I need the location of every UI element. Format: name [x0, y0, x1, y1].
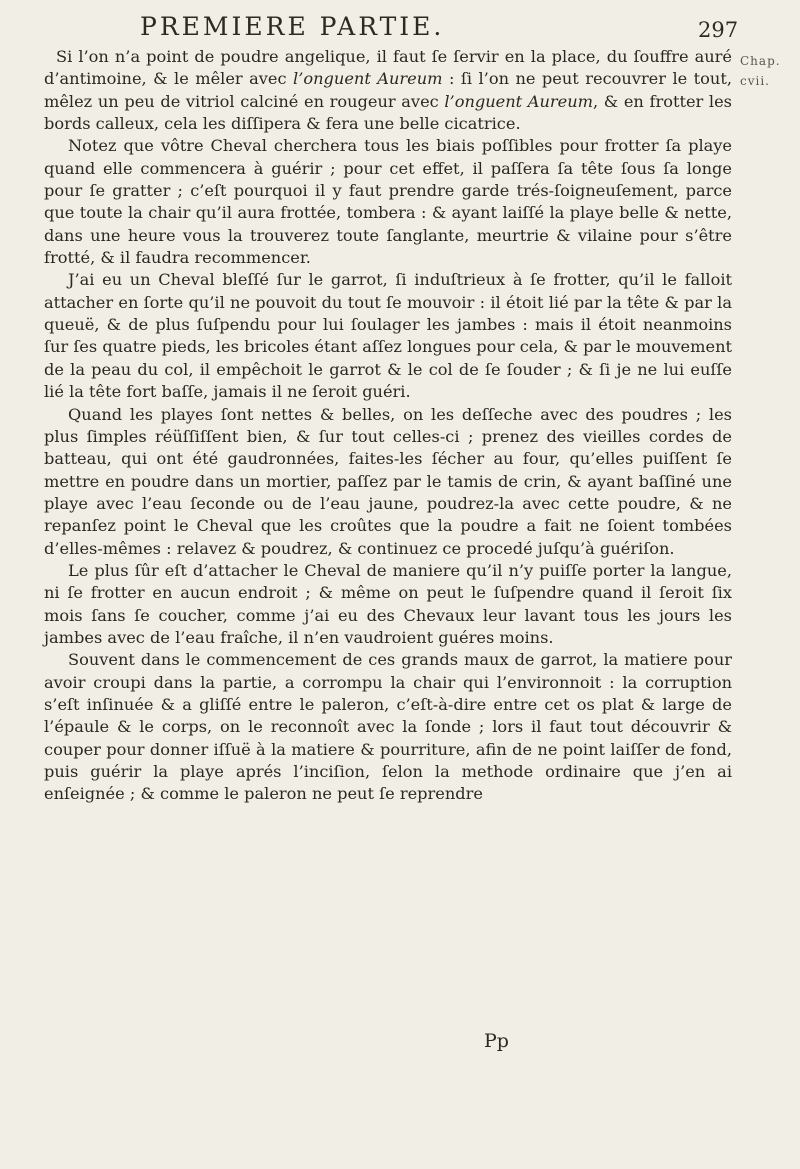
- paragraph-4: Quand les playes ſont nettes & belles, on les deſſeche avec des poudres ; les plus ſimples réüſſiſſent bien, & ſur tout celles-ci ; prenez des vieilles cordes de batteau, qui ont été gaudronnées, faites-les ſécher au four, qu’elles puiſſent ſe mettre en poudre dans un mortier, paſſez par le tamis de crin, & ayant baſſiné une playe avec l’eau ſeconde ou de l’eau jaune, poudrez-la avec cette poudre, & ne repanſez point le Cheval que les croûtes que la poudre a fait ne ſoient tombées d’elles-mêmes : relavez & poudrez, & continuez ce procedé juſqu’à guériſon.: [44, 404, 732, 558]
- paragraph-5: Le plus ſûr eſt d’attacher le Cheval de maniere qu’il n’y puiſſe porter la langue, ni ſe frotter en aucun endroit ; & même on peut le ſuſpendre quand il ſeroit ſix mois ſans ſe coucher, comme j’ai eu des Chevaux leur lavant tous les jours les jambes avec de l’eau fraîche, il n’en vaudroient guéres moins.: [44, 560, 732, 647]
- paragraph-2: Notez que vôtre Cheval cherchera tous les biais poſſibles pour frotter ſa playe quand elle commencera à guérir ; pour cet effet, il paſſera ſa tête ſous ſa longe pour ſe gratter ; c’eſt pourquoi il y faut prendre garde trés-ſoigneuſement, parce que toute la chair qu’il aura frottée, tombera : & ayant laiſſé la playe belle & nette, dans une heure vous la trouverez toute ſanglante, meurtrie & vilaine pour s’être frotté, & il faudra recommencer.: [44, 136, 732, 268]
- margin-note-number: cvii.: [740, 74, 770, 88]
- page-number: 297: [698, 18, 739, 42]
- paragraph-1: [44, 46, 732, 135]
- paragraph-1-italic-1: l’onguent Aureum: [293, 69, 443, 89]
- paragraph-1-italic-2: l’onguent Aureum: [444, 91, 594, 111]
- paragraph-6: Souvent dans le commencement de ces grands maux de garrot, la matiere pour avoir croupi dans la partie, a corrompu la chair qui l’environnoit : la corruption s’eſt inſinuée & a gliſſé entre le paleron, c’eſt-à-dire entre cet os plat & large de l’épaule & le corps, on le reconnoît avec la ſonde ; lors il faut tout découvrir & couper pour donner iſſuë à la matiere & pourriture, afin de ne point laiſſer de fond, puis guérir la playe aprés l’inciſion, ſelon la methode ordinaire que j’en ai enſeignée ; & comme le paleron ne peut ſe reprendre: [44, 650, 732, 804]
- paragraph-1-part-1: Si l’on n’a point de poudre angelique, il faut ſe ſervir en la place, du ſouffre auré d’antimoine, & le mêler avec: [44, 47, 732, 89]
- running-header: PREMIERE PARTIE.: [140, 12, 445, 41]
- margin-note: [740, 51, 800, 91]
- margin-note-chapter: Chap.: [740, 54, 781, 68]
- paragraph-3: J’ai eu un Cheval bleſſé ſur le garrot, ſi induſtrieux à ſe frotter, qu’il le falloit attacher en ſorte qu’il ne pouvoit du tout ſe mouvoir : il étoit lié par la tête & par la queuë, & de plus ſuſpendu pour lui ſoulager les jambes : mais il étoit neanmoins ſur ſes quatre pieds, les bricoles étant aſſez longues pour cela, & par le mouvement de la peau du col, il empêchoit le garrot & le col de ſe ſouder ; & ſi je ne lui euſſe lié la tête fort baſſe, jamais il ne ſeroit guéri.: [44, 270, 732, 402]
- paragraph-1-part-3: , & en frotter les bords calleux, cela les diſſipera & fera une belle cicatrice.: [44, 91, 732, 134]
- body-text: [44, 46, 732, 806]
- paragraph-1-part-2: : ſi l’on ne peut recouvrer le tout, mêlez un peu de vitriol calciné en rougeur avec: [44, 69, 733, 111]
- signature-mark: Pp: [484, 1030, 509, 1052]
